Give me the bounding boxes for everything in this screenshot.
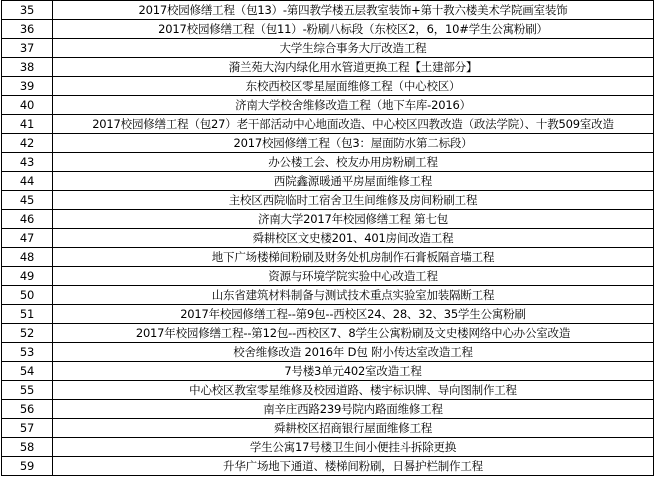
row-number-cell: 56 [2,400,53,419]
project-name-cell: 校舍维修改造 2016年 D包 附小传达室改造工程 [53,343,654,362]
row-number-cell: 36 [2,20,53,39]
table-row [2,1,654,20]
table-row [2,39,654,58]
project-name-cell: 南辛庄西路239号院内路面维修工程 [53,400,654,419]
row-number-cell: 49 [2,267,53,286]
project-name-cell: 大学生综合事务大厅改造工程 [53,39,654,58]
project-name-cell: 升华广场地下通道、楼梯间粉刷，日晷护栏制作工程 [53,457,654,476]
table-row [2,381,654,400]
row-number-cell: 44 [2,172,53,191]
row-number-cell: 46 [2,210,53,229]
row-number-cell: 53 [2,343,53,362]
table-row [2,305,654,324]
row-number-cell: 38 [2,58,53,77]
row-number-cell: 59 [2,457,53,476]
row-number-cell: 48 [2,248,53,267]
project-name-cell: 2017校园修缮工程（包11）-粉刷八标段（东校区2，6，10#学生公寓粉刷） [53,20,654,39]
project-name-cell: 2017校园修缮工程（包13）-第四教学楼五层教室装饰+第十教六楼美术学院画室装饰 [53,1,654,20]
table-row [2,210,654,229]
table-row [2,248,654,267]
row-number-cell: 37 [2,39,53,58]
project-name-cell: 2017年校园修缮工程--第12包--西校区7、8学生公寓粉刷及文史楼网络中心办公室改造 [53,324,654,343]
row-number-cell: 45 [2,191,53,210]
project-name-cell: 2017校园修缮工程（包3：屋面防水第二标段） [53,134,654,153]
table-row [2,324,654,343]
project-name-cell: 中心校区教室零星维修及校园道路、楼宇标识牌、导向图制作工程 [53,381,654,400]
project-name-cell: 漪兰苑大沟内绿化用水管道更换工程【土建部分】 [53,58,654,77]
table-row [2,419,654,438]
table-row [2,134,654,153]
table-row [2,20,654,39]
project-name-cell: 资源与环境学院实验中心改造工程 [53,267,654,286]
row-number-cell: 40 [2,96,53,115]
project-name-cell: 7号楼3单元402室改造工程 [53,362,654,381]
row-number-cell: 55 [2,381,53,400]
table-row [2,172,654,191]
row-number-cell: 54 [2,362,53,381]
table-row [2,96,654,115]
project-name-cell: 东校西校区零星屋面维修工程（中心校区） [53,77,654,96]
table-row [2,362,654,381]
row-number-cell: 39 [2,77,53,96]
project-name-cell: 地下广场楼梯间粉刷及财务处机房制作石膏板隔音墙工程 [53,248,654,267]
project-name-cell: 办公楼工会、校友办用房粉刷工程 [53,153,654,172]
row-number-cell: 43 [2,153,53,172]
project-name-cell: 山东省建筑材料制备与测试技术重点实验室加装隔断工程 [53,286,654,305]
project-name-cell: 舜耕校区招商银行屋面维修工程 [53,419,654,438]
table-row [2,286,654,305]
table-row [2,438,654,457]
table-row [2,153,654,172]
table-row [2,267,654,286]
project-name-cell: 济南大学校舍维修改造工程（地下车库-2016） [53,96,654,115]
table-row [2,191,654,210]
row-number-cell: 58 [2,438,53,457]
table-row [2,77,654,96]
table-row [2,343,654,362]
table-row [2,115,654,134]
row-number-cell: 50 [2,286,53,305]
project-name-cell: 济南大学2017年校园修缮工程 第七包 [53,210,654,229]
project-name-cell: 主校区西院临时工宿舍卫生间维修及房间粉刷工程 [53,191,654,210]
project-name-cell: 西院鑫源暖通平房屋面维修工程 [53,172,654,191]
table-row [2,457,654,476]
project-table [1,0,654,476]
project-name-cell: 学生公寓17号楼卫生间小便挂斗拆除更换 [53,438,654,457]
row-number-cell: 57 [2,419,53,438]
project-table-body [2,1,654,476]
row-number-cell: 47 [2,229,53,248]
row-number-cell: 52 [2,324,53,343]
project-name-cell: 2017年校园修缮工程--第9包--西校区24、28、32、35学生公寓粉刷 [53,305,654,324]
project-name-cell: 2017校园修缮工程（包27）老干部活动中心地面改造、中心校区四教改造（政法学院）、十教509室改造 [53,115,654,134]
table-row [2,229,654,248]
row-number-cell: 42 [2,134,53,153]
row-number-cell: 41 [2,115,53,134]
row-number-cell: 35 [2,1,53,20]
project-name-cell: 舜耕校区文史楼201、401房间改造工程 [53,229,654,248]
row-number-cell: 51 [2,305,53,324]
table-row [2,400,654,419]
table-row [2,58,654,77]
